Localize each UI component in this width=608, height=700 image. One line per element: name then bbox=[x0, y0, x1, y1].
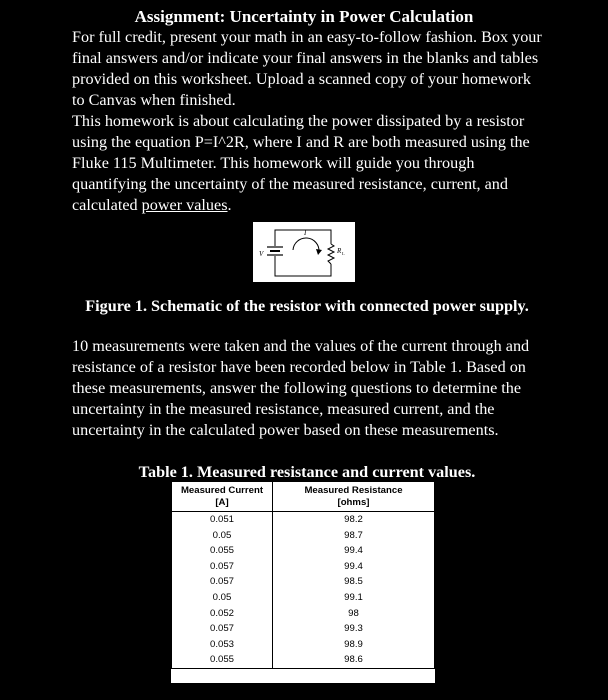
description-period: . bbox=[227, 196, 232, 214]
table-caption: Table 1. Measured resistance and current values. bbox=[138, 463, 476, 481]
table-row bbox=[172, 559, 435, 575]
current-cell: 0.057 bbox=[172, 621, 273, 637]
table-row bbox=[172, 590, 435, 606]
resistance-cell: 98.5 bbox=[344, 576, 363, 588]
current-cell: 0.052 bbox=[172, 606, 273, 622]
bottom-wire bbox=[275, 256, 331, 276]
resistance-cell: 98.2 bbox=[344, 514, 363, 525]
table-row bbox=[172, 543, 435, 559]
table-row bbox=[172, 621, 435, 637]
current-cell: 0.055 bbox=[172, 652, 273, 668]
table-row bbox=[172, 574, 435, 590]
instructions-paragraph: For full credit, present your math in an easy-to-follow fashion. Box your final answers and/or indicate your final answers in the blanks and tables provided on this worksheet. Upload a scanned copy of your homework to Canvas when finished. bbox=[72, 28, 542, 109]
resistor-icon bbox=[328, 244, 334, 264]
arrowhead-icon bbox=[316, 249, 322, 255]
assignment-title: Assignment: Uncertainty in Power Calculation bbox=[134, 7, 474, 26]
current-cell: 0.053 bbox=[172, 637, 273, 653]
resistance-cell: 98.9 bbox=[344, 638, 363, 650]
current-arrow-icon bbox=[293, 238, 319, 252]
measurements-paragraph: 10 measurements were taken and the values of the current through and resistance of a resistor have been recorded below in Table 1. Based on these measurements, answer the following questions to determine the uncertainty in the measured resistance, measured current, and the uncertainty in the calculated power based on these measurements. bbox=[72, 337, 530, 439]
table-row bbox=[172, 652, 435, 668]
current-column-header: Measured Current [A] bbox=[172, 482, 273, 512]
circuit-diagram-icon bbox=[253, 222, 355, 282]
current-cell: 0.057 bbox=[172, 559, 273, 575]
power-values-underlined: power values bbox=[141, 196, 228, 214]
table-row bbox=[172, 606, 435, 622]
measurements-table-container bbox=[171, 481, 435, 683]
table-row bbox=[172, 528, 435, 544]
current-cell: 0.057 bbox=[172, 574, 273, 590]
resistance-cell: 99.1 bbox=[344, 591, 363, 603]
resistance-cell: 99.4 bbox=[344, 545, 363, 557]
measurements-table bbox=[171, 481, 435, 669]
resistor-subscript: L bbox=[342, 251, 345, 256]
figure-caption: Figure 1. Schematic of the resistor with connected power supply. bbox=[85, 297, 529, 315]
description-text: This homework is about calculating the power dissipated by a resistor using the equation P=I^2R, where I and R are both measured using the Fluke 115 Multimeter. This homework will guide you through quantifying the uncertainty of the measured resistance, current, and calculated bbox=[72, 112, 530, 214]
current-label: I bbox=[304, 229, 307, 237]
resistance-column-header: Measured Resistance [ohms] bbox=[273, 482, 435, 512]
resistor-label: R bbox=[337, 247, 342, 255]
current-cell: 0.051 bbox=[172, 512, 273, 528]
current-cell: 0.055 bbox=[172, 543, 273, 559]
resistance-cell: 98 bbox=[348, 607, 359, 619]
table-header-row bbox=[172, 482, 435, 512]
resistance-cell: 98.6 bbox=[344, 654, 363, 666]
current-cell: 0.05 bbox=[172, 590, 273, 606]
table-row bbox=[172, 637, 435, 653]
resistance-cell: 99.4 bbox=[344, 560, 363, 572]
voltage-label: V bbox=[259, 250, 264, 258]
current-cell: 0.05 bbox=[172, 528, 273, 544]
resistance-cell: 99.3 bbox=[344, 623, 363, 635]
resistance-cell: 98.7 bbox=[344, 529, 363, 541]
circuit-schematic bbox=[253, 222, 355, 282]
homework-description-paragraph bbox=[72, 111, 542, 216]
table-row bbox=[172, 512, 435, 528]
